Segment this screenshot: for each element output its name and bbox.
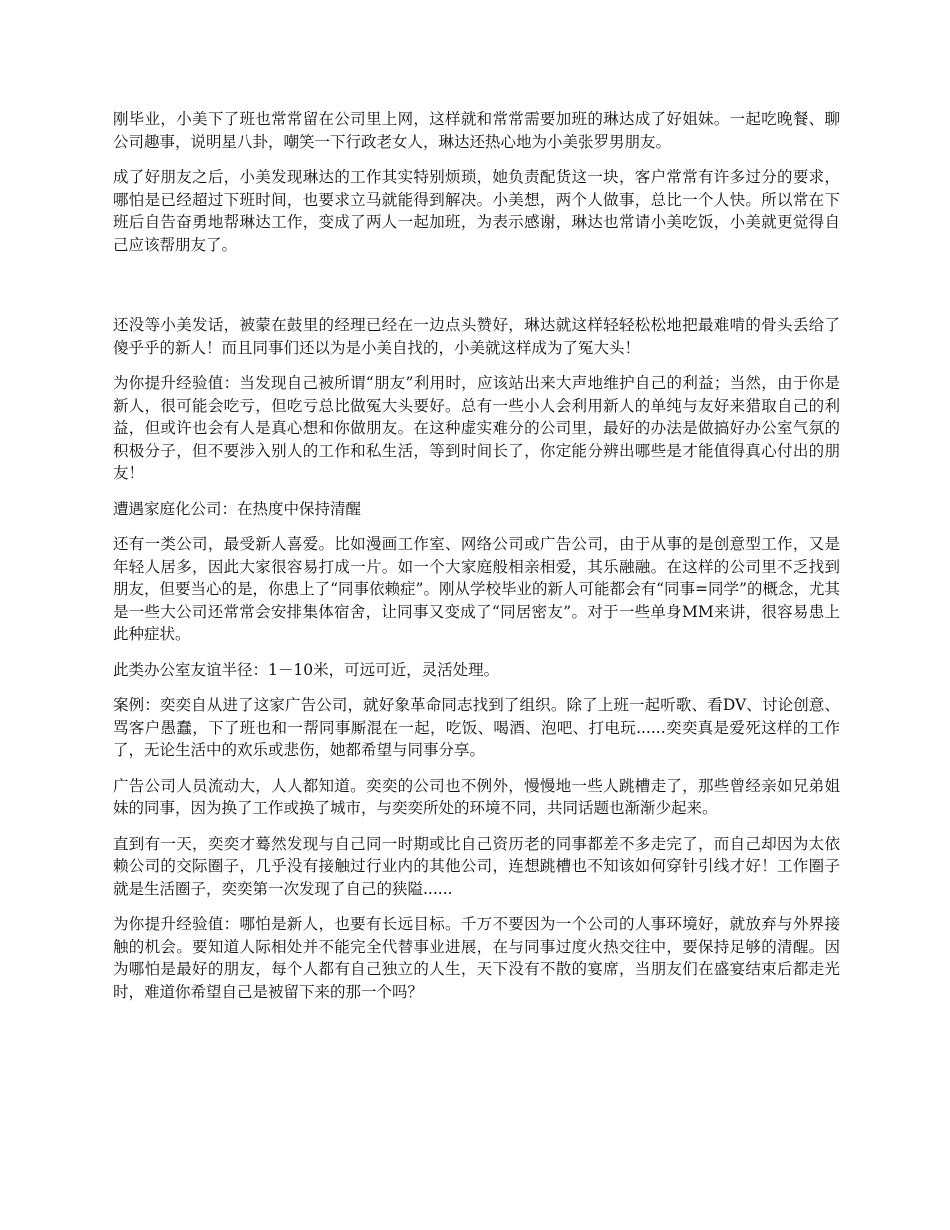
paragraph-case: 案例：奕奕自从进了这家广告公司，就好象革命同志找到了组织。除了上班一起听歌、看DV、讨论创意、骂客户愚蠢，下了班也和一帮同事厮混在一起，吃饭、喝酒、泡吧、打电玩......奕奕真是爱死这样的工作了，无论生活中的欢乐或悲伤，她都希望与同事分享。 [113, 696, 840, 759]
paragraph-radius: 此类办公室友谊半径：1－10米，可远可近，灵活处理。 [113, 660, 500, 679]
paragraph-intro: 刚毕业，小美下了班也常常留在公司里上网，这样就和常常需要加班的琳达成了好姐妹。一起吃晚餐、聊公司趣事，说明星八卦，嘲笑一下行政老女人，琳达还热心地为小美张罗男朋友。 [113, 110, 840, 151]
document-body [113, 108, 840, 1016]
paragraph-scapegoat: 还没等小美发话，被蒙在鼓里的经理已经在一边点头赞好，琳达就这样轻轻松松地把最难啃的骨头丢给了傻乎乎的新人！而且同事们还以为是小美自找的，小美就这样成为了冤大头！ [113, 316, 840, 357]
paragraph-advice-2: 为你提升经验值：哪怕是新人，也要有长远目标。千万不要因为一个公司的人事环境好，就放弃与外界接触的机会。要知道人际相处并不能完全代替事业进展，在与同事过度火热交往中，要保持足够的清醒。因为哪怕是最好的朋友，每个人都有自己独立的人生，天下没有不散的宴席，当朋友们在盛宴结束后都走光时，难道你希望自己是被留下来的那一个吗？ [113, 915, 840, 1001]
blank-gap [113, 269, 840, 314]
paragraph-family-company: 还有一类公司，最受新人喜爱。比如漫画工作室、网络公司或广告公司，由于从事的是创意型工作，又是年轻人居多，因此大家很容易打成一片。如一个大家庭般相亲相爱，其乐融融。在这样的公司里不乏找到朋友，但要当心的是，你患上了“同事依赖症”。刚从学校毕业的新人可能都会有“同事=同学”的概念，尤其是一些大公司还常常会安排集体宿舍，让同事又变成了“同居密友”。对于一些单身MM来讲，很容易患上此种症状。 [113, 535, 840, 643]
paragraph-overtime: 成了好朋友之后，小美发现琳达的工作其实特别烦琐，她负责配货这一块，客户常常有许多过分的要求，哪怕是已经超过下班时间，也要求立马就能得到解决。小美想，两个人做事，总比一个人快。所以常在下班后自告奋勇地帮琳达工作，变成了两人一起加班，为表示感谢，琳达也常请小美吃饭，小美就更觉得自己应该帮朋友了。 [113, 168, 840, 254]
paragraph-turnover: 广告公司人员流动大，人人都知道。奕奕的公司也不例外，慢慢地一些人跳槽走了，那些曾经亲如兄弟姐妹的同事，因为换了工作或换了城市，与奕奕所处的环境不同，共同话题也渐渐少起来。 [113, 776, 840, 817]
paragraph-realization: 直到有一天，奕奕才蓦然发现与自己同一时期或比自己资历老的同事都差不多走完了，而自己却因为太依赖公司的交际圈子，几乎没有接触过行业内的其他公司，连想跳槽也不知该如何穿针引线才好！工作圈子就是生活圈子，奕奕第一次发现了自己的狭隘...... [113, 834, 840, 898]
section-heading: 遭遇家庭化公司：在热度中保持清醒 [113, 499, 362, 518]
paragraph-advice-1: 为你提升经验值：当发现自己被所谓“朋友”利用时，应该站出来大声地维护自己的利益；当然，由于你是新人，很可能会吃亏，但吃亏总比做冤大头要好。总有一些小人会利用新人的单纯与友好来猎取自己的利益，但或许也会有人是真心想和你做朋友。在这种虚实难分的公司里，最好的办法是做搞好办公室气氛的积极分子，但不要涉入别人的工作和私生活，等到时间长了，你定能分辨出哪些是才能值得真心付出的朋友！ [113, 374, 840, 482]
